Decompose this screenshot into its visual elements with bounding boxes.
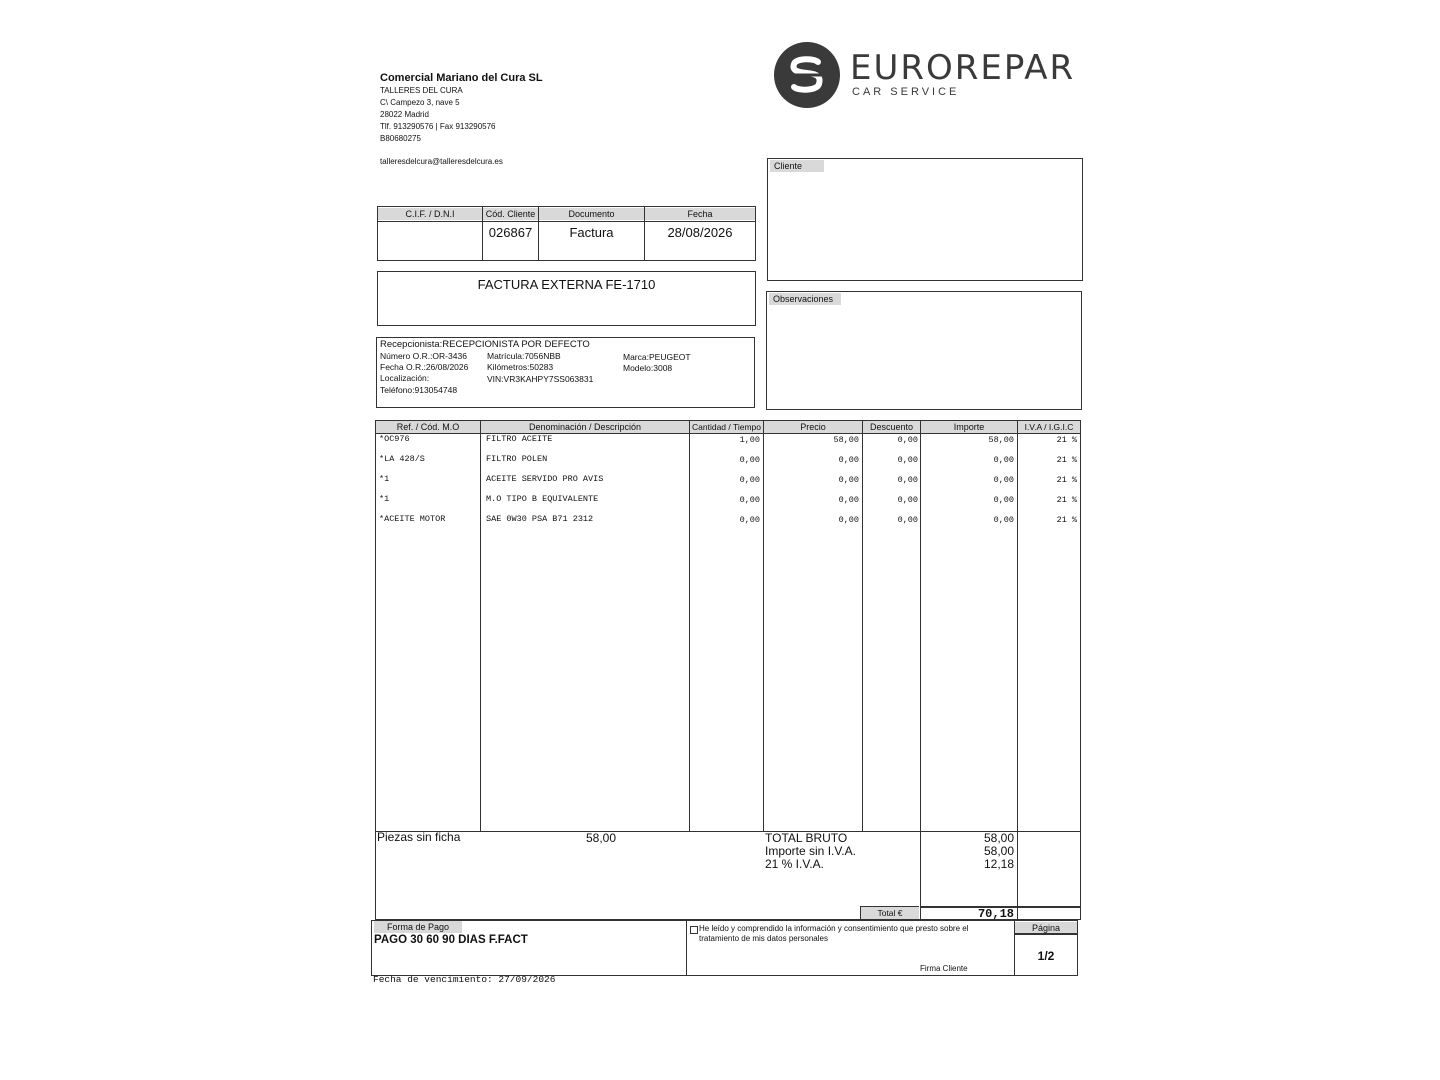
payment-label: Forma de Pago [374, 921, 462, 933]
payment-value: PAGO 30 60 90 DIAS F.FACT [374, 934, 528, 946]
consent-text-2: tratamiento de mis datos personales [699, 934, 828, 943]
total-label: Total € [877, 908, 903, 918]
receptionist: Recepcionista:RECEPCIONISTA POR DEFECTO [380, 339, 590, 350]
brand-tagline: CAR SERVICE [852, 86, 960, 98]
cell-importe: 58,00 [988, 435, 1014, 445]
invoice-title-box [377, 271, 756, 326]
numero-or: Número O.R.:OR-3436 [380, 351, 467, 361]
cell-precio: 58,00 [833, 435, 859, 445]
modelo: Modelo:3008 [623, 363, 673, 373]
cell-precio: 0,00 [838, 455, 859, 465]
cell-ref: *1 [379, 474, 390, 484]
cell-descripcion: FILTRO ACEITE [486, 434, 553, 444]
company-address-line: C\ Campezo 3, nave 5 [380, 98, 460, 107]
table-row [376, 454, 1080, 468]
cell-cantidad: 1,00 [739, 435, 760, 445]
page-label: Página [1015, 922, 1077, 935]
total-bruto-value: 58,00 [983, 831, 1014, 845]
cell-precio: 0,00 [838, 495, 859, 505]
table-row [376, 514, 1080, 528]
header-col-cif: C.I.F. / D.N.I [378, 208, 482, 220]
client-label: Cliente [770, 160, 824, 172]
company-address-line: 28022 Madrid [380, 110, 429, 119]
cell-descuento: 0,00 [897, 495, 918, 505]
col-iva: I.V.A / I.G.I.C [1024, 422, 1074, 432]
cell-cantidad: 0,00 [739, 475, 760, 485]
header-cliente-value: 026867 [488, 225, 533, 240]
company-address-line: B80680275 [380, 134, 421, 143]
footer-box [371, 920, 1078, 976]
importe-sin-iva-value: 58,00 [983, 844, 1014, 858]
cell-importe: 0,00 [993, 455, 1014, 465]
cell-descripcion: M.O TIPO B EQUIVALENTE [486, 494, 599, 504]
observations-label: Observaciones [769, 293, 841, 305]
cell-descuento: 0,00 [897, 515, 918, 525]
total-value: 70,18 [977, 907, 1014, 921]
order-info-box [376, 337, 755, 408]
cell-descripcion: FILTRO POLEN [486, 454, 548, 464]
header-fecha-value: 28/08/2026 [667, 225, 733, 240]
client-box [767, 158, 1083, 281]
piezas-label: Piezas sin ficha [377, 830, 461, 844]
cell-precio: 0,00 [838, 475, 859, 485]
company-email: talleresdelcura@talleresdelcura.es [380, 157, 503, 166]
cell-descuento: 0,00 [897, 435, 918, 445]
brand-name: EUROREPAR [850, 48, 1076, 88]
col-descripcion: Denominación / Descripción [528, 422, 642, 432]
cell-ref: *1 [379, 494, 390, 504]
col-ref: Ref. / Cód. M.O [396, 422, 460, 432]
col-descuento: Descuento [869, 422, 914, 432]
kilometros: Kilómetros:50283 [487, 362, 554, 372]
page-value: 1/2 [1037, 949, 1055, 963]
brand-logo [774, 42, 1094, 112]
signature-label: Firma Cliente [920, 964, 968, 973]
cell-importe: 0,00 [993, 475, 1014, 485]
cell-iva: 21 % [1056, 435, 1077, 445]
cell-cantidad: 0,00 [739, 455, 760, 465]
iva-value: 12,18 [983, 857, 1014, 871]
eurorepar-emblem-icon [774, 42, 840, 108]
table-row [376, 434, 1080, 448]
localizacion: Localización: [380, 373, 430, 383]
matricula: Matrícula:7056NBB [487, 351, 561, 361]
due-date: Fecha de vencimiento: 27/09/2026 [373, 974, 556, 985]
observations-box [766, 291, 1082, 410]
cell-iva: 21 % [1056, 455, 1077, 465]
cell-descuento: 0,00 [897, 455, 918, 465]
company-address [380, 85, 700, 145]
total-label-box [860, 906, 919, 919]
marca: Marca:PEUGEOT [623, 352, 691, 362]
importe-sin-iva-label: Importe sin I.V.A. [765, 844, 856, 858]
cell-iva: 21 % [1056, 515, 1077, 525]
cell-ref: *OC976 [379, 434, 410, 444]
company-address-line: Tlf. 913290576 | Fax 913290576 [380, 122, 496, 131]
vin: VIN:VR3KAHPY7SS063831 [487, 374, 594, 384]
header-table [377, 206, 756, 261]
consent-checkbox[interactable] [690, 926, 698, 934]
iva-label: 21 % I.V.A. [765, 857, 824, 871]
cell-importe: 0,00 [993, 515, 1014, 525]
cell-cantidad: 0,00 [739, 515, 760, 525]
total-bruto-label: TOTAL BRUTO [765, 831, 848, 845]
cell-iva: 21 % [1056, 495, 1077, 505]
cell-cantidad: 0,00 [739, 495, 760, 505]
cell-ref: *LA 428/S [379, 454, 425, 464]
cell-descuento: 0,00 [897, 475, 918, 485]
cell-iva: 21 % [1056, 475, 1077, 485]
cell-precio: 0,00 [838, 515, 859, 525]
company-name: Comercial Mariano del Cura SL [380, 72, 543, 84]
company-block [380, 72, 700, 166]
invoice-title: FACTURA EXTERNA FE-1710 [477, 277, 656, 292]
header-col-cliente: Cód. Cliente [483, 208, 538, 220]
header-col-fecha: Fecha [645, 208, 755, 220]
table-row [376, 494, 1080, 508]
table-row [376, 474, 1080, 488]
telefono: Teléfono:913054748 [380, 385, 458, 395]
header-col-documento: Documento [539, 208, 644, 220]
col-importe: Importe [953, 422, 985, 432]
cell-importe: 0,00 [993, 495, 1014, 505]
cell-descripcion: ACEITE SERVIDO PRO AVIS [486, 474, 604, 484]
cell-descripcion: SAE 0W30 PSA B71 2312 [486, 514, 594, 524]
piezas-value: 58,00 [585, 831, 616, 845]
cell-ref: *ACEITE MOTOR [379, 514, 446, 524]
col-cantidad: Cantidad / Tiempo [692, 422, 761, 432]
fecha-or: Fecha O.R.:26/08/2026 [380, 362, 469, 372]
items-table [375, 420, 1081, 920]
company-address-line: TALLERES DEL CURA [380, 86, 463, 95]
header-documento-value: Factura [569, 225, 614, 240]
col-precio: Precio [800, 422, 826, 432]
consent-text-1: He leído y comprendido la información y consentimiento que presto sobre el [699, 924, 969, 933]
